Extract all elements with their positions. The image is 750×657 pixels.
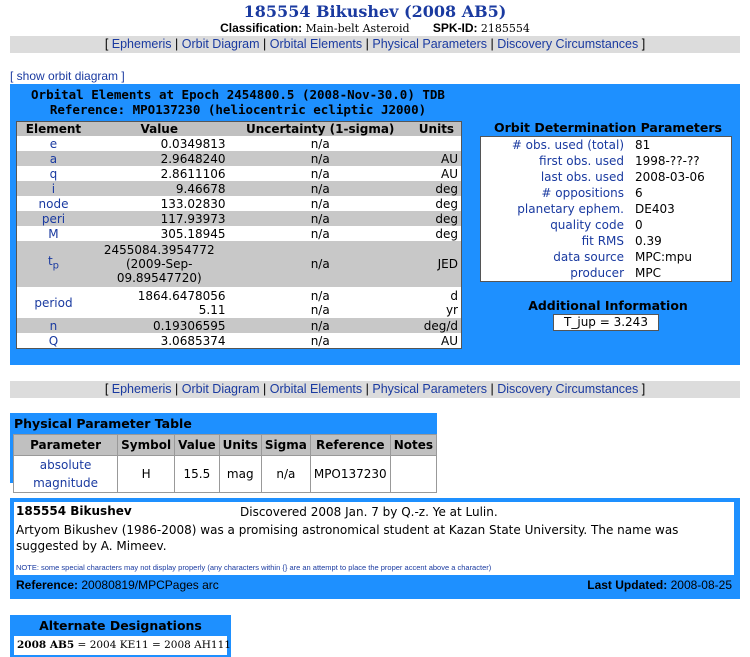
- od-param-value: DE403: [635, 201, 675, 216]
- table-row: [17, 166, 462, 181]
- discovery-box: [14, 502, 734, 575]
- nav-link-orbital-elements[interactable]: Orbital Elements: [269, 382, 363, 396]
- special-characters-note: NOTE: some special characters may not display properly (any characters within {} are an attempt to place the proper accent above a character): [16, 563, 492, 572]
- element-value: 0.19306595: [90, 318, 229, 333]
- reference-label: Reference:: [16, 578, 79, 592]
- element-name[interactable]: a: [17, 151, 90, 166]
- show-orbit-diagram-link[interactable]: [ show orbit diagram ]: [10, 69, 125, 83]
- last-updated-label: Last Updated:: [587, 578, 668, 592]
- table-row: [481, 137, 732, 154]
- param-name[interactable]: absolute magnitude: [14, 456, 118, 493]
- discovery-name: 185554 Bikushev: [16, 504, 132, 518]
- table-row: [17, 181, 462, 196]
- od-param-label[interactable]: fit RMS: [581, 233, 624, 248]
- element-name[interactable]: e: [49, 136, 58, 151]
- spkid-value: 2185554: [480, 22, 530, 35]
- element-value: [90, 287, 229, 318]
- table-row: [481, 233, 732, 249]
- element-unit: deg/d: [412, 318, 462, 333]
- period-unc-days: n/a: [310, 288, 330, 303]
- table-header-row: [14, 435, 437, 456]
- nav-link-physical-parameters[interactable]: Physical Parameters: [372, 382, 487, 396]
- section-nav-top: [ Ephemeris | Orbit Diagram | Orbital Elements | Physical Parameters | Discovery Circumstances ]: [10, 36, 740, 53]
- od-param-label[interactable]: last obs. used: [540, 169, 624, 184]
- nav-link-discovery-circumstances[interactable]: Discovery Circumstances: [497, 382, 639, 396]
- orbital-elements-table: [16, 121, 462, 349]
- od-param-label[interactable]: producer: [570, 265, 624, 280]
- primary-designation: 2008 AB5: [17, 639, 75, 651]
- od-param-value: 0: [635, 217, 643, 232]
- element-value: 0.0349813: [160, 136, 226, 151]
- orbital-elements-heading: [16, 87, 460, 117]
- column-header-notes: Notes: [390, 435, 436, 456]
- classification-label: Classification:: [220, 21, 303, 35]
- element-uncertainty: [229, 287, 412, 318]
- nav-link-orbit-diagram[interactable]: Orbit Diagram: [181, 37, 260, 51]
- element-unit: deg: [412, 211, 462, 226]
- period-unit-years: yr: [445, 302, 458, 317]
- element-uncertainty: n/a: [310, 226, 330, 241]
- alternate-designations-title: Alternate Designations: [39, 618, 202, 633]
- element-uncertainty: n/a: [229, 241, 412, 287]
- element-unit: deg: [435, 196, 458, 211]
- tp-name: t: [47, 254, 53, 269]
- classification-line: [0, 21, 750, 35]
- epoch-heading: Orbital Elements at Epoch 2454800.5 (2008-Nov-30.0) TDB: [31, 87, 445, 102]
- element-value: 305.18945: [160, 226, 226, 241]
- od-param-value: MPC:mpu: [635, 249, 692, 264]
- element-unit: AU: [441, 333, 458, 348]
- element-name[interactable]: peri: [17, 211, 90, 226]
- physical-parameter-title: Physical Parameter Table: [14, 416, 192, 431]
- spkid-label: SPK-ID:: [432, 21, 478, 35]
- additional-info-title: Additional Information: [528, 298, 688, 313]
- table-row: [481, 185, 732, 201]
- table-row: [14, 456, 437, 493]
- element-uncertainty: n/a: [310, 333, 330, 348]
- element-value: 2.9648240: [90, 151, 229, 166]
- element-unit: [412, 287, 462, 318]
- nav-link-discovery-circumstances[interactable]: Discovery Circumstances: [497, 37, 639, 51]
- orbital-elements-panel: [10, 84, 740, 365]
- table-row: [17, 287, 462, 318]
- od-param-value: 2008-03-06: [635, 169, 705, 184]
- column-header-sigma: Sigma: [261, 435, 310, 456]
- param-value: 15.5: [175, 456, 220, 493]
- element-name[interactable]: period: [34, 295, 73, 310]
- tp-value-line2: (2009-Sep-: [125, 257, 193, 271]
- column-header-symbol: Symbol: [118, 435, 175, 456]
- table-row: [481, 217, 732, 233]
- page-title: 185554 Bikushev (2008 AB5): [243, 2, 507, 21]
- other-designations: = 2004 KE11 = 2008 AH111: [74, 639, 231, 651]
- element-value: 133.02830: [160, 196, 226, 211]
- column-header-element: Element: [17, 122, 90, 137]
- od-param-value: 81: [635, 137, 651, 152]
- element-unit: AU: [441, 166, 458, 181]
- tp-value-line3: 09.89547720): [116, 271, 202, 285]
- nav-link-ephemeris[interactable]: Ephemeris: [111, 382, 172, 396]
- table-row: [17, 136, 462, 151]
- tp-value-line1: 2455084.3954772: [103, 243, 215, 257]
- element-name[interactable]: i: [17, 181, 90, 196]
- table-row: [17, 196, 462, 211]
- element-uncertainty: n/a: [229, 211, 412, 226]
- table-row: [17, 151, 462, 166]
- element-unit: [412, 136, 462, 151]
- od-param-value: 0.39: [635, 233, 662, 248]
- period-years: 5.11: [198, 302, 226, 317]
- element-name[interactable]: node: [38, 196, 69, 211]
- column-header-units: Units: [219, 435, 261, 456]
- discovery-circumstances: Discovered 2008 Jan. 7 by Q.-z. Ye at Lulin.: [240, 505, 498, 519]
- table-row: [481, 169, 732, 185]
- param-symbol: H: [118, 456, 175, 493]
- element-uncertainty: n/a: [310, 196, 330, 211]
- table-row: [481, 153, 732, 169]
- od-param-value: 1998-??-??: [635, 153, 700, 168]
- element-name[interactable]: n: [17, 318, 90, 333]
- orbit-determination-table: [480, 136, 732, 282]
- last-updated: [587, 578, 732, 592]
- section-nav-bottom: [ Ephemeris | Orbit Diagram | Orbital Elements | Physical Parameters | Discovery Circumstances ]: [10, 381, 740, 398]
- tp-subscript: p: [52, 260, 60, 272]
- element-value: 2.8611106: [160, 166, 226, 181]
- od-param-label[interactable]: quality code: [550, 217, 624, 232]
- table-row: [17, 226, 462, 241]
- nav-link-physical-parameters[interactable]: Physical Parameters: [372, 37, 487, 51]
- element-value: 3.0685374: [160, 333, 226, 348]
- column-header-uncertainty: Uncertainty (1-sigma): [229, 122, 412, 137]
- alternate-designations-panel: [10, 615, 231, 657]
- physical-parameters-panel: [10, 413, 437, 490]
- nav-link-orbit-diagram[interactable]: Orbit Diagram: [181, 382, 260, 396]
- element-name[interactable]: [17, 241, 90, 287]
- table-row: [481, 201, 732, 217]
- classification-value: Main-belt Asteroid: [305, 22, 410, 35]
- column-header-value: Value: [90, 122, 229, 137]
- column-header-reference: Reference: [310, 435, 390, 456]
- element-uncertainty: n/a: [310, 136, 330, 151]
- element-uncertainty: n/a: [229, 318, 412, 333]
- element-uncertainty: n/a: [229, 151, 412, 166]
- od-param-label[interactable]: # oppositions: [541, 185, 624, 200]
- orbit-determination-title: Orbit Determination Parameters: [494, 120, 722, 135]
- column-header-units: Units: [412, 122, 462, 137]
- element-unit: deg: [412, 181, 462, 196]
- reference-value: 20080819/MPCPages arc: [81, 578, 219, 592]
- table-header-row: [17, 122, 462, 137]
- table-row: [17, 318, 462, 333]
- nav-link-orbital-elements[interactable]: Orbital Elements: [269, 37, 363, 51]
- element-name[interactable]: M: [48, 226, 59, 241]
- tjup-value: T_jup = 3.243: [553, 314, 659, 331]
- alternate-designations-list: [14, 636, 231, 655]
- element-name[interactable]: q: [49, 166, 58, 181]
- column-header-parameter: Parameter: [14, 435, 118, 456]
- table-row: [481, 249, 732, 265]
- od-param-label[interactable]: data source: [553, 249, 624, 264]
- param-units: mag: [219, 456, 261, 493]
- table-row: [17, 241, 462, 287]
- discovery-reference: [16, 578, 219, 592]
- element-name[interactable]: Q: [48, 333, 59, 348]
- element-value: [90, 241, 229, 287]
- period-unit-days: d: [450, 288, 458, 303]
- element-uncertainty: n/a: [310, 166, 330, 181]
- od-param-label[interactable]: planetary ephem.: [517, 201, 624, 216]
- reference-heading: Reference: MPO137230 (heliocentric ecliptic J2000): [49, 102, 427, 117]
- table-row: [17, 211, 462, 226]
- last-updated-value: 2008-08-25: [670, 578, 732, 592]
- param-reference: MPO137230: [310, 456, 390, 493]
- nav-link-ephemeris[interactable]: Ephemeris: [111, 37, 172, 51]
- table-row: [17, 333, 462, 349]
- period-unc-years: n/a: [310, 302, 330, 317]
- element-value: 117.93973: [90, 211, 229, 226]
- discovery-citation: Artyom Bikushev (1986-2008) was a promising astronomical student at Kazan State University. The name was suggested by A. Mimeev.: [16, 523, 679, 553]
- od-param-label[interactable]: first obs. used: [539, 153, 624, 168]
- element-value: 9.46678: [90, 181, 229, 196]
- physical-parameter-table: [13, 434, 437, 493]
- od-param-value: MPC: [635, 265, 661, 280]
- discovery-panel: [10, 498, 740, 599]
- element-uncertainty: n/a: [229, 181, 412, 196]
- param-notes: [390, 456, 436, 493]
- table-row: [481, 265, 732, 282]
- od-param-label[interactable]: # obs. used (total): [511, 137, 624, 152]
- element-unit: AU: [412, 151, 462, 166]
- period-days: 1864.6478056: [137, 288, 226, 303]
- od-param-value: 6: [635, 185, 643, 200]
- column-header-value: Value: [175, 435, 220, 456]
- param-sigma: n/a: [261, 456, 310, 493]
- element-unit: JED: [412, 241, 462, 287]
- element-unit: deg: [435, 226, 458, 241]
